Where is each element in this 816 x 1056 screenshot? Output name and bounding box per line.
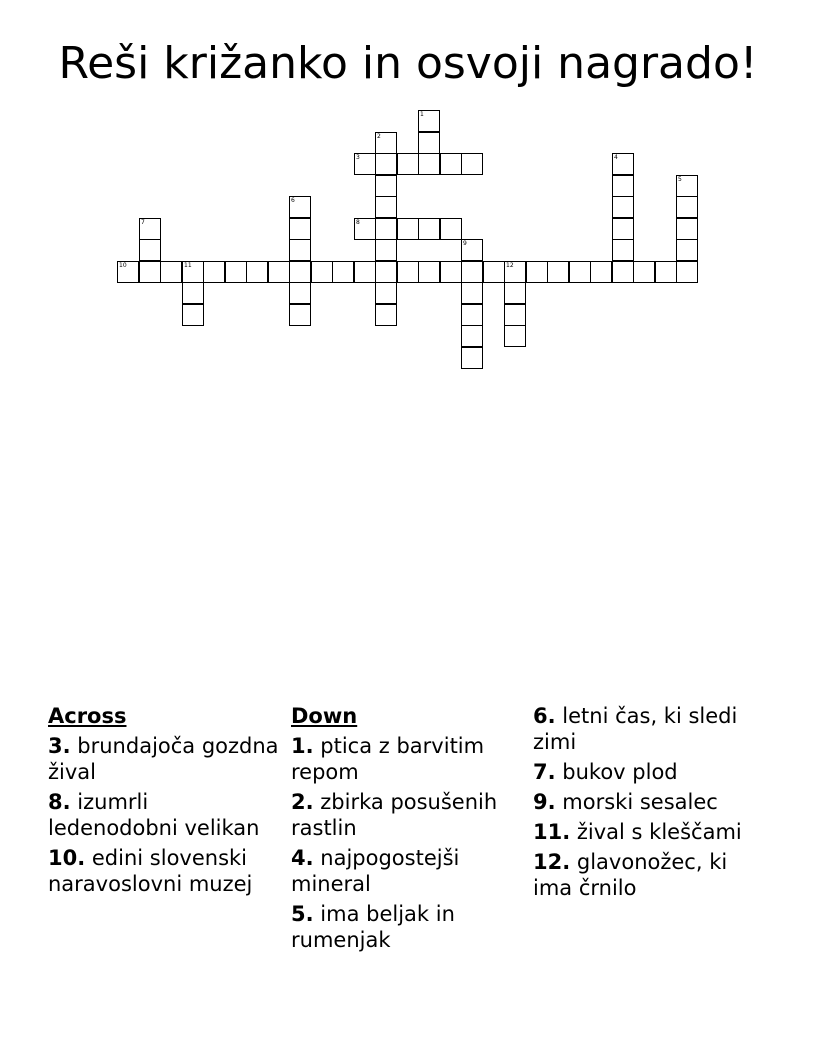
grid-cell[interactable] (268, 261, 290, 283)
grid-cell[interactable] (461, 347, 483, 369)
clue-number-label: 6. (533, 704, 556, 728)
grid-cell[interactable] (612, 218, 634, 240)
clue-number-label: 3. (48, 734, 71, 758)
clue-item (48, 845, 284, 897)
grid-cell[interactable] (504, 282, 526, 304)
clues-column-2 (291, 703, 527, 957)
grid-cell[interactable] (332, 261, 354, 283)
clue-number-label: 2. (291, 790, 314, 814)
clue-number: 3 (356, 154, 360, 161)
grid-cell[interactable] (139, 261, 161, 283)
clue-item (533, 849, 773, 901)
grid-cell[interactable] (655, 261, 677, 283)
grid-cell[interactable] (461, 304, 483, 326)
grid-cell[interactable] (182, 261, 204, 283)
clues-column-1 (48, 703, 284, 901)
grid-cell[interactable] (289, 282, 311, 304)
clue-number: 12 (506, 262, 514, 269)
grid-cell[interactable] (440, 261, 462, 283)
clue-number: 5 (678, 176, 682, 183)
grid-cell[interactable] (418, 261, 440, 283)
across-heading: Across (48, 704, 127, 728)
clue-number: 7 (141, 219, 145, 226)
clue-number: 8 (356, 219, 360, 226)
clue-text: glavonožec, ki ima črnilo (533, 850, 728, 900)
grid-cell[interactable] (182, 304, 204, 326)
clues-column-3 (533, 703, 773, 905)
clue-number-label: 5. (291, 902, 314, 926)
clue-item (291, 733, 527, 785)
clue-number: 4 (614, 154, 618, 161)
clue-number: 2 (377, 133, 381, 140)
clue-text: letni čas, ki sledi zimi (533, 704, 738, 754)
grid-cell[interactable] (418, 218, 440, 240)
grid-cell[interactable] (440, 153, 462, 175)
grid-cell[interactable] (225, 261, 247, 283)
grid-cell[interactable] (354, 153, 376, 175)
clue-item (291, 845, 527, 897)
clue-number-label: 10. (48, 846, 86, 870)
grid-cell[interactable] (590, 261, 612, 283)
grid-cell[interactable] (375, 239, 397, 261)
grid-cell[interactable] (418, 110, 440, 132)
grid-cell[interactable] (612, 261, 634, 283)
grid-cell[interactable] (375, 218, 397, 240)
grid-cell[interactable] (461, 153, 483, 175)
clue-text: ptica z barvitim repom (291, 734, 485, 784)
grid-cell[interactable] (139, 239, 161, 261)
clue-number: 6 (291, 197, 295, 204)
clue-text: morski sesalec (562, 790, 718, 814)
grid-cell[interactable] (483, 261, 505, 283)
grid-cell[interactable] (289, 239, 311, 261)
grid-cell[interactable] (354, 218, 376, 240)
grid-cell[interactable] (676, 218, 698, 240)
grid-cell[interactable] (676, 196, 698, 218)
clue-text: ima beljak in rumenjak (291, 902, 455, 952)
clue-item (291, 901, 527, 953)
grid-cell[interactable] (676, 175, 698, 197)
grid-cell[interactable] (354, 261, 376, 283)
grid-cell[interactable] (375, 153, 397, 175)
grid-cell[interactable] (504, 261, 526, 283)
crossword-grid (0, 0, 816, 400)
clue-item (533, 703, 773, 755)
clue-number-label: 4. (291, 846, 314, 870)
grid-cell[interactable] (461, 239, 483, 261)
clue-item (533, 819, 773, 845)
clue-item (533, 789, 773, 815)
grid-cell[interactable] (397, 218, 419, 240)
grid-cell[interactable] (461, 282, 483, 304)
grid-cell[interactable] (375, 304, 397, 326)
grid-cell[interactable] (526, 261, 548, 283)
grid-cell[interactable] (504, 325, 526, 347)
grid-cell[interactable] (289, 304, 311, 326)
clue-number: 10 (119, 262, 127, 269)
grid-cell[interactable] (612, 239, 634, 261)
clue-number-label: 9. (533, 790, 556, 814)
grid-cell[interactable] (289, 218, 311, 240)
down-heading: Down (291, 704, 358, 728)
clue-text: edini slovenski naravoslovni muzej (48, 846, 253, 896)
grid-cell[interactable] (375, 175, 397, 197)
clue-text: izumrli ledenodobni velikan (48, 790, 260, 840)
grid-cell[interactable] (117, 261, 139, 283)
clue-text: zbirka posušenih rastlin (291, 790, 498, 840)
grid-cell[interactable] (375, 196, 397, 218)
clue-item (48, 733, 284, 785)
grid-cell[interactable] (182, 282, 204, 304)
grid-cell[interactable] (440, 218, 462, 240)
grid-cell[interactable] (676, 261, 698, 283)
clue-number-label: 12. (533, 850, 571, 874)
grid-cell[interactable] (569, 261, 591, 283)
grid-cell[interactable] (612, 196, 634, 218)
grid-cell[interactable] (461, 325, 483, 347)
clue-text: bukov plod (562, 760, 678, 784)
clue-number-label: 8. (48, 790, 71, 814)
clue-text: najpogostejši mineral (291, 846, 460, 896)
grid-cell[interactable] (612, 153, 634, 175)
page-title: Reši križanko in osvoji nagrado! (58, 38, 758, 89)
clue-number: 9 (463, 240, 467, 247)
grid-cell[interactable] (139, 218, 161, 240)
grid-cell[interactable] (547, 261, 569, 283)
clue-text: žival s kleščami (576, 820, 742, 844)
clue-number-label: 11. (533, 820, 571, 844)
grid-cell[interactable] (289, 261, 311, 283)
clue-item (533, 759, 773, 785)
grid-cell[interactable] (461, 261, 483, 283)
clue-number-label: 1. (291, 734, 314, 758)
clue-number: 11 (184, 262, 192, 269)
grid-cell[interactable] (160, 261, 182, 283)
grid-cell[interactable] (311, 261, 333, 283)
grid-cell[interactable] (375, 132, 397, 154)
grid-cell[interactable] (418, 132, 440, 154)
clue-item (48, 789, 284, 841)
grid-cell[interactable] (289, 196, 311, 218)
grid-cell[interactable] (375, 282, 397, 304)
grid-cell[interactable] (612, 175, 634, 197)
grid-cell[interactable] (397, 153, 419, 175)
grid-cell[interactable] (633, 261, 655, 283)
grid-cell[interactable] (246, 261, 268, 283)
grid-cell[interactable] (375, 261, 397, 283)
grid-cell[interactable] (676, 239, 698, 261)
clue-number: 1 (420, 111, 424, 118)
grid-cell[interactable] (397, 261, 419, 283)
grid-cell[interactable] (418, 153, 440, 175)
clue-number-label: 7. (533, 760, 556, 784)
clue-item (291, 789, 527, 841)
clue-text: brundajoča gozdna žival (48, 734, 279, 784)
grid-cell[interactable] (504, 304, 526, 326)
grid-cell[interactable] (203, 261, 225, 283)
